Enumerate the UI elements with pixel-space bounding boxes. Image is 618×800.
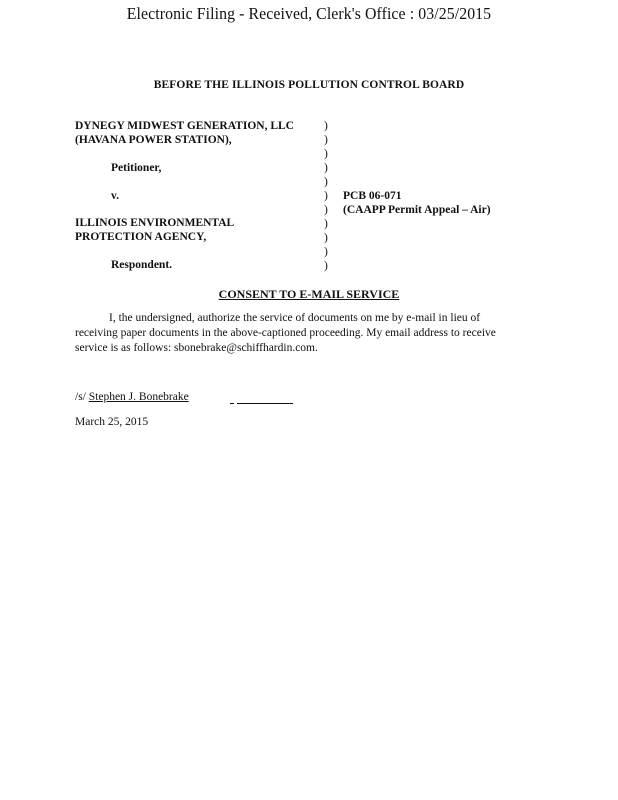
board-title: BEFORE THE ILLINOIS POLLUTION CONTROL BOARD — [153, 79, 465, 91]
caption-paren: ) — [324, 246, 328, 258]
petitioner-station: (HAVANA POWER STATION), — [75, 134, 232, 146]
caption-paren: ) — [324, 218, 328, 230]
consent-title: CONSENT TO E-MAIL SERVICE — [218, 287, 400, 301]
respondent-name-line1: ILLINOIS ENVIRONMENTAL — [75, 217, 235, 229]
caption-paren: ) — [324, 204, 328, 216]
consent-body-line: receiving paper documents in the above-captioned proceeding. My email address to receive — [75, 327, 496, 339]
caption-paren: ) — [324, 162, 328, 174]
caption-paren: ) — [324, 148, 328, 160]
caption-paren: ) — [324, 190, 328, 202]
caption-paren: ) — [324, 232, 328, 244]
consent-body — [75, 311, 545, 356]
case-number: PCB 06-071 — [343, 190, 402, 202]
caption-paren: ) — [324, 176, 328, 188]
versus-label: v. — [111, 190, 119, 202]
respondent-role: Respondent. — [111, 259, 173, 271]
signature-prefix: /s/ — [75, 391, 86, 403]
signature-date: March 25, 2015 — [75, 416, 149, 428]
petitioner-name: DYNEGY MIDWEST GENERATION, LLC — [75, 120, 294, 132]
caption-paren: ) — [324, 120, 328, 132]
signature-rule — [237, 403, 293, 404]
consent-body-line: I, the undersigned, authorize the service of documents on me by e-mail in lieu of — [109, 312, 481, 324]
filing-stamp: Electronic Filing - Received, Clerk's Office : 03/25/2015 — [126, 4, 492, 23]
petitioner-role: Petitioner, — [111, 162, 162, 174]
signature-block — [75, 391, 189, 403]
respondent-name-line2: PROTECTION AGENCY, — [75, 231, 207, 243]
caption-paren: ) — [324, 134, 328, 146]
consent-body-line: service is as follows: sbonebrake@schiffhardin.com. — [75, 342, 318, 354]
signature-rule-dash — [230, 403, 234, 404]
signature-name: Stephen J. Bonebrake — [88, 391, 189, 403]
case-type: (CAAPP Permit Appeal – Air) — [343, 204, 491, 216]
caption-paren: ) — [324, 260, 328, 272]
